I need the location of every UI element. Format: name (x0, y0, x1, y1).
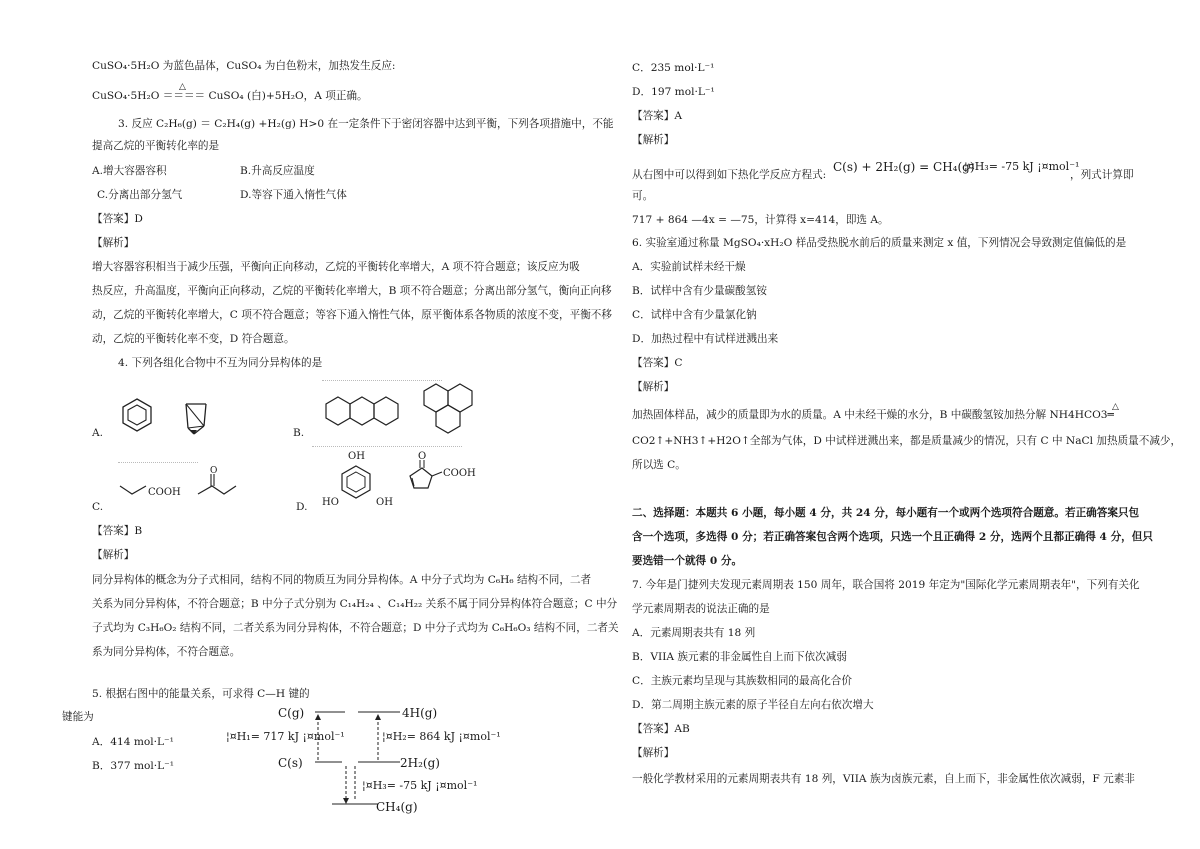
option-a: A．元素周期表共有 18 列 (632, 627, 756, 639)
benzene-structure (118, 395, 168, 443)
hydroxyl-label: HO (322, 497, 339, 508)
analysis-label: 【解析】 (92, 549, 135, 561)
analysis-text: ，列式计算即 (1070, 169, 1134, 181)
option-d-label: D. (296, 501, 308, 513)
delta-symbol: △ (1112, 402, 1119, 412)
phenalene-structure (420, 382, 480, 438)
analysis-text: 一般化学教材采用的元素周期表共有 18 列，VIIA 族为卤族元素，自上而下，非金属性依次减弱，F 元素非 (632, 773, 1135, 785)
enthalpy-label: ¦¤H₁= 717 kJ ¡¤mol⁻¹ (226, 730, 345, 743)
option-a: A．实验前试样未经干燥 (632, 261, 746, 273)
analysis-text: 717 + 864 —4x = —75，计算得 x=414，即选 A。 (632, 214, 889, 226)
hydroxyl-label: OH (376, 497, 393, 508)
question-3-stem: 提高乙烷的平衡转化率的是 (92, 140, 220, 152)
section-heading: 二、选择题：本题共 6 小题，每小题 4 分，共 24 分，每小题有一个或两个选项符合题意。若正确答案只包 (632, 507, 1140, 519)
analysis-text: 从右图中可以得到如下热化学反应方程式: (632, 169, 827, 181)
option-b: B．377 mol·L⁻¹ (92, 760, 175, 772)
analysis-text: 加热固体样品，减少的质量即为水的质量。A 中未经干燥的水分，B 中碳酸氢铵加热分解 NH4HCO3═ (632, 409, 1114, 421)
level-label: 4H(g) (402, 706, 438, 720)
divider (118, 462, 198, 463)
section-heading: 要选错一个就得 0 分。 (632, 555, 743, 567)
question-6-stem: 6. 实验室通过称量 MgSO₄·xH₂O 样品受热脱水前后的质量来测定 x 值，下列情况会导致测定值偏低的是 (632, 237, 1127, 249)
level-label: C(s) (278, 756, 303, 770)
option-d: D.等容下通入惰性气体 (240, 189, 347, 201)
option-c-label: C. (92, 501, 104, 513)
analysis-text: 增大容器容积相当于减少压强，平衡向正向移动，乙烷的平衡转化率增大，A 项不符合题意；该反应为吸 (92, 261, 580, 273)
option-a: A．414 mol·L⁻¹ (92, 736, 174, 748)
answer-label: 【答案】AB (632, 723, 690, 735)
analysis-text: 子式均为 C₃H₆O₂ 结构不同，二者关系为同分异构体，不符合题意；D 中分子式均为 C₆H₆O₃ 结构不同，二者关 (92, 622, 619, 634)
enthalpy-label: ¦¤H₃= -75 kJ ¡¤mol⁻¹ (964, 160, 1080, 173)
delta-symbol: △ (179, 82, 186, 92)
option-c: C．试样中含有少量氯化钠 (632, 309, 757, 321)
option-b: B．试样中含有少量碳酸氢铵 (632, 285, 767, 297)
methyl-acetate-structure (196, 466, 256, 506)
analysis-text: CO2↑+NH3↑+H2O↑全部为气体，D 中试样迸溅出来，都是质量减少的情况，只有 C 中 NaCl 加热质量不减少， (632, 435, 1182, 447)
divider (322, 380, 442, 381)
structure-label: COOH (443, 468, 476, 479)
question-4-stem: 4. 下列各组化合物中不互为同分异构体的是 (118, 357, 323, 369)
option-d: D．第二周期主族元素的原子半径自左向右依次增大 (632, 699, 874, 711)
structure-label: COOH (148, 487, 181, 498)
analysis-text: 动，乙烷的平衡转化率不变，D 符合题意。 (92, 333, 295, 345)
text-line: CuSO₄·5H₂O ＝＝＝＝ CuSO₄ (白)+5H₂O，A 项正确。 (92, 90, 368, 102)
analysis-text: 系为同分异构体，不符合题意。 (92, 646, 241, 658)
level-label: CH₄(g) (376, 800, 418, 814)
enthalpy-label: ¦¤H₂= 864 kJ ¡¤mol⁻¹ (382, 730, 501, 743)
analysis-text: 热反应，升高温度，平衡向正向移动，乙烷的平衡转化率增大，B 项不符合题意；分离出部分氢气，衡向正向移 (92, 285, 612, 297)
answer-label: 【答案】C (632, 357, 683, 369)
analysis-label: 【解析】 (632, 747, 675, 759)
text-line: CuSO₄·5H₂O 为蓝色晶体，CuSO₄ 为白色粉末，加热发生反应: (92, 60, 396, 72)
question-5-stem: 5. 根据右图中的能量关系，可求得 C—H 键的 (92, 688, 310, 700)
question-7-stem: 7. 今年是门捷列夫发现元素周期表 150 周年，联合国将 2019 年定为"国际化学元素周期表年"，下列有关化 (632, 579, 1140, 591)
prismane-structure (180, 400, 220, 440)
level-label: 2H₂(g) (400, 756, 440, 770)
option-d: D．197 mol·L⁻¹ (632, 86, 715, 98)
option-c: C.分离出部分氢气 (97, 189, 183, 201)
hydroxyl-label: OH (348, 451, 365, 462)
answer-label: 【答案】B (92, 525, 143, 537)
analysis-text: 所以选 C。 (632, 459, 686, 471)
analysis-label: 【解析】 (632, 134, 675, 146)
analysis-label: 【解析】 (92, 237, 135, 249)
option-b-label: B. (293, 427, 305, 439)
section-heading: 含一个选项，多选得 0 分；若正确答案包含两个选项，只选一个且正确得 2 分，选两个且都正确得 4 分，但只 (632, 531, 1153, 543)
analysis-text: 关系为同分异构体，不符合题意；B 中分子式分别为 C₁₄H₂₄ 、C₁₄H₂₂ 关系不属于同分异构体符合题意；C 中分 (92, 598, 618, 610)
option-b: B.升高反应温度 (240, 165, 315, 177)
question-7-stem: 学元素周期表的说法正确的是 (632, 603, 770, 615)
answer-label: 【答案】A (632, 110, 683, 122)
enthalpy-label: ¦¤H₃= -75 kJ ¡¤mol⁻¹ (362, 779, 478, 792)
option-a: A.增大容器容积 (92, 165, 167, 177)
option-c: C．235 mol·L⁻¹ (632, 62, 715, 74)
divider (312, 446, 462, 447)
level-label: C(g) (278, 706, 305, 720)
analysis-text: 动，乙烷的平衡转化率增大，C 项不符合题意；等容下通入惰性气体，原平衡体系各物质的浓度不变，平衡不移 (92, 309, 612, 321)
equation: C(s) + 2H₂(g) = CH₄(g) (833, 160, 975, 174)
question-3-stem: 3. 反应 C₂H₆(g) ＝ C₂H₄(g) +H₂(g) H>0 在一定条件下于密闭容器中达到平衡，下列各项措施中，不能 (118, 118, 614, 130)
structure-label: O (418, 451, 427, 462)
analysis-text: 同分异构体的概念为分子式相同，结构不同的物质互为同分异构体。A 中分子式均为 C₆H₆ 结构不同，二者 (92, 574, 592, 586)
option-c: C．主族元素均呈现与其族数相同的最高化合价 (632, 675, 852, 687)
answer-label: 【答案】D (92, 213, 143, 225)
option-b: B．VIIA 族元素的非金属性自上而下依次减弱 (632, 651, 847, 663)
tricyclic-structure (322, 395, 412, 435)
option-d: D．加热过程中有试样迸溅出来 (632, 333, 779, 345)
structure-label: O (210, 466, 218, 476)
analysis-label: 【解析】 (632, 381, 675, 393)
question-5-stem: 键能为 (62, 711, 94, 723)
option-a-label: A. (92, 427, 104, 439)
analysis-text: 可。 (632, 190, 654, 202)
